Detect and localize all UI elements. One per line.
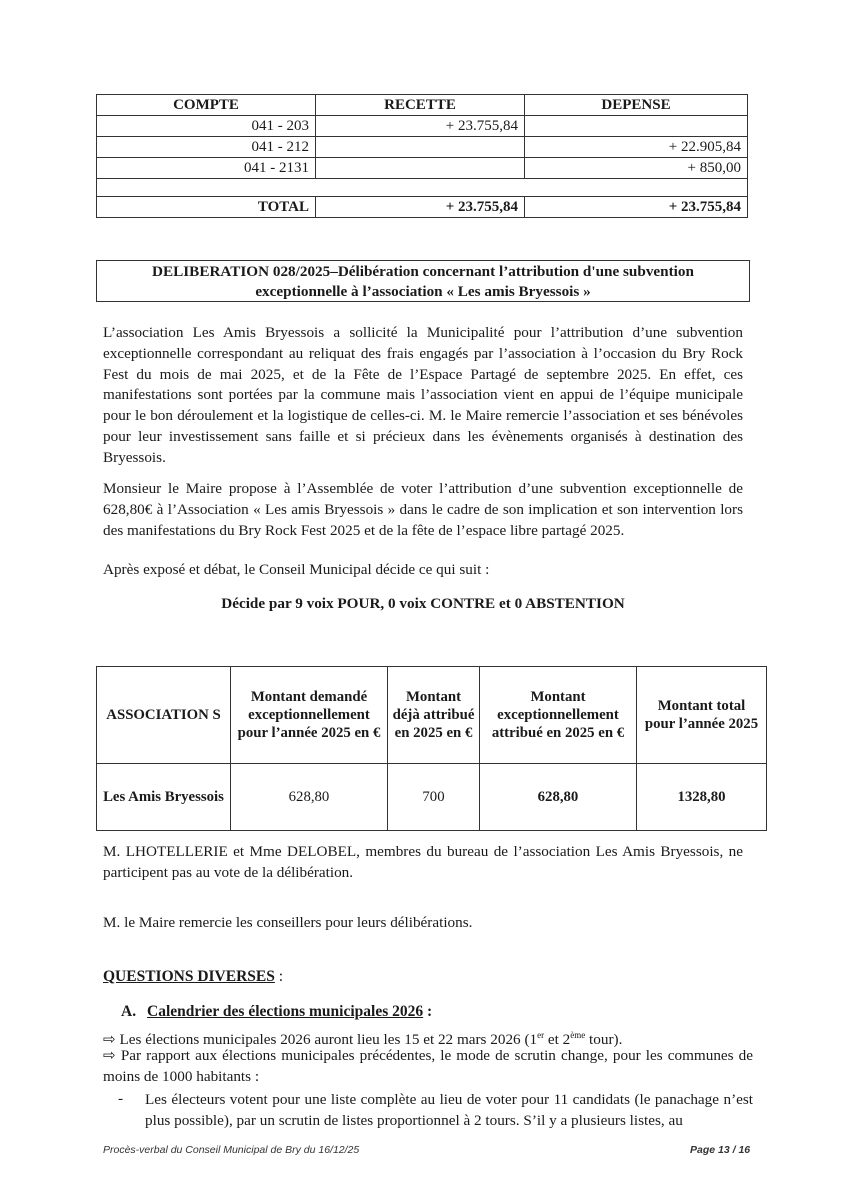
- cell-deja: 700: [388, 764, 480, 831]
- header-compte: COMPTE: [97, 95, 316, 116]
- cell-total: 1328,80: [637, 764, 767, 831]
- bullet1-sup1: er: [537, 1030, 545, 1040]
- section-a-title: Calendrier des élections municipales 2026: [147, 1003, 424, 1020]
- cell-depense: + 850,00: [525, 158, 748, 179]
- header-montant-demande: Montant demandé exceptionnellement pour l’année 2025 en €: [231, 667, 388, 764]
- cell-compte: 041 - 203: [97, 116, 316, 137]
- header-depense: DEPENSE: [525, 95, 748, 116]
- table-row: [97, 158, 748, 179]
- cell-recette: [316, 137, 525, 158]
- cell-association: Les Amis Bryessois: [97, 764, 231, 831]
- debate-paragraph: Après exposé et débat, le Conseil Municipal décide ce qui suit :: [103, 561, 490, 578]
- section-a-heading: [121, 1003, 432, 1021]
- header-montant-deja: Montant déjà attribué en 2025 en €: [388, 667, 480, 764]
- bullet1-text: Les élections municipales 2026 auront lieu les 15 et 22 mars 2026 (1: [119, 1031, 538, 1049]
- cell-depense: + 22.905,84: [525, 137, 748, 158]
- total-depense: + 23.755,84: [525, 197, 748, 218]
- cell-empty: [97, 179, 748, 197]
- cell-attribue: 628,80: [480, 764, 637, 831]
- dash-item-text: Les électeurs votent pour une liste complète au lieu de voter pour 11 candidats (le panachage n’est plus possible), par un scrutin de listes proportionnel à 2 tours. S’il y a plusieurs listes, au: [145, 1091, 753, 1129]
- arrow-icon: ⇨: [103, 1031, 116, 1049]
- deliberation-title-line1: DELIBERATION 028/2025–Délibération concernant l’attribution d'une subvention: [152, 263, 694, 280]
- footer-page-number: Page 13 / 16: [690, 1144, 751, 1156]
- questions-heading-text: QUESTIONS DIVERSES: [103, 968, 275, 985]
- deliberation-title-box: [96, 260, 750, 302]
- section-a-letter: A.: [121, 1003, 137, 1020]
- cell-recette: + 23.755,84: [316, 116, 525, 137]
- abstain-members-paragraph: M. LHOTELLERIE et Mme DELOBEL, membres du bureau de l’association Les Amis Bryessois, ne participent pas au vote de la délibération.: [103, 843, 743, 881]
- budget-table: [96, 94, 748, 218]
- bullet1-post: tour).: [585, 1031, 623, 1049]
- bullet1-mid: et 2: [544, 1031, 571, 1049]
- header-montant-attribue: Montant exceptionnellement attribué en 2025 en €: [480, 667, 637, 764]
- cell-depense: [525, 116, 748, 137]
- table-row: [97, 137, 748, 158]
- cell-compte: 041 - 2131: [97, 158, 316, 179]
- header-recette: RECETTE: [316, 95, 525, 116]
- intro-paragraph: L’association Les Amis Bryessois a sollicité la Municipalité pour l’attribution d’une subvention exceptionnelle correspondant au reliquat des frais engagés par l’association à l’occasion du Bry Rock Fest du mois de mai 2025, et de la Fête de l’Espace Partagé de septembre 2025. En effet, ces manifestations sont portées par la commune mais l’association vient en appui de l’équipe municipale pour le bon déroulement et la logistique de celles-ci. M. le Maire remercie l’association et ses bénévoles pour leur investissement sans faille et si précieux dans les évènements organisés à destination des Bryessois.: [103, 324, 743, 466]
- table-row-total: [97, 197, 748, 218]
- vote-result: Décide par 9 voix POUR, 0 voix CONTRE et 0 ABSTENTION: [221, 595, 625, 612]
- cell-compte: 041 - 212: [97, 137, 316, 158]
- header-association: ASSOCIATION S: [97, 667, 231, 764]
- footer-document-title: Procès-verbal du Conseil Municipal de Bry du 16/12/25: [103, 1144, 360, 1156]
- bullet1-sup2: ème: [570, 1030, 586, 1040]
- header-montant-total: Montant total pour l’année 2025: [637, 667, 767, 764]
- total-label: TOTAL: [97, 197, 316, 218]
- bullet-scrutin-change: [103, 1046, 753, 1088]
- cell-demande: 628,80: [231, 764, 388, 831]
- table-row: [97, 764, 767, 831]
- total-recette: + 23.755,84: [316, 197, 525, 218]
- budget-table-header: [97, 95, 748, 116]
- questions-heading: [103, 968, 283, 986]
- subsidy-table-header: [97, 667, 767, 764]
- arrow-icon: ⇨: [103, 1047, 116, 1064]
- deliberation-title-line2: exceptionnelle à l’association « Les amis Bryessois »: [255, 283, 591, 300]
- section-a-colon: :: [423, 1003, 433, 1020]
- dash-bullet-icon: -: [118, 1090, 124, 1107]
- table-row: [97, 116, 748, 137]
- cell-recette: [316, 158, 525, 179]
- table-row-empty: [97, 179, 748, 197]
- subsidy-table: [96, 666, 767, 831]
- questions-heading-colon: :: [274, 968, 284, 985]
- proposal-paragraph: Monsieur le Maire propose à l’Assemblée de voter l’attribution d’une subvention exceptionnelle de 628,80€ à l’Association « Les amis Bryessois » dans le cadre de son implication et son intervention lors des manifestations du Bry Rock Fest 2025 et de la fête de l’espace libre partagé 2025.: [103, 480, 743, 539]
- thanks-paragraph: M. le Maire remercie les conseillers pour leurs délibérations.: [103, 914, 473, 931]
- bullet2-text: Par rapport aux élections municipales précédentes, le mode de scrutin change, pour les communes de moins de 1000 habitants :: [103, 1047, 753, 1085]
